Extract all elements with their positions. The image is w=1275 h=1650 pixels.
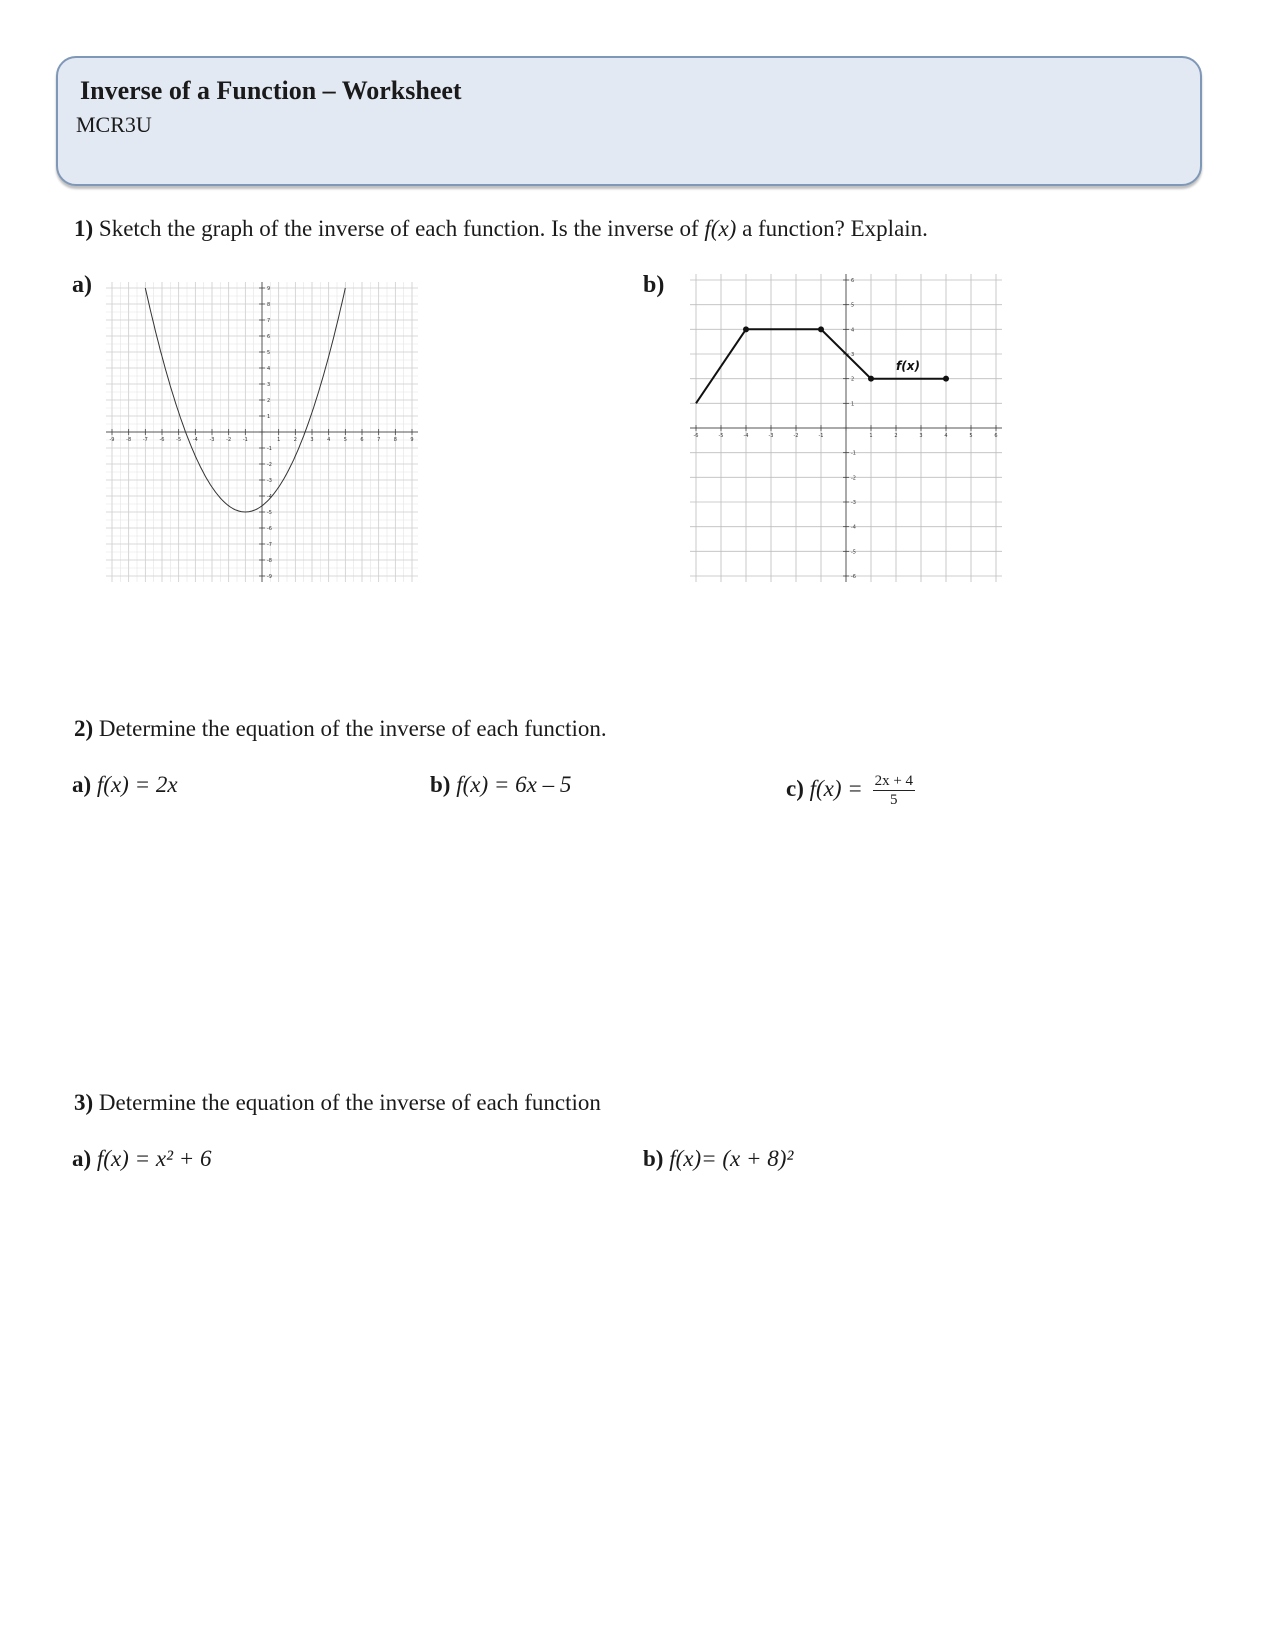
x-tick-label: 8 xyxy=(393,437,397,443)
y-tick-label: -1 xyxy=(851,450,856,457)
y-tick-label: 5 xyxy=(267,350,271,356)
y-tick-label: -5 xyxy=(851,549,856,556)
page-title: Inverse of a Function – Worksheet xyxy=(80,76,462,105)
math-expression: f(x) xyxy=(704,216,737,241)
y-tick-label: 3 xyxy=(851,352,855,358)
x-tick-label: -3 xyxy=(209,437,215,443)
x-tick-label: 6 xyxy=(994,433,998,439)
x-tick-label: 3 xyxy=(310,437,314,443)
q2-part-b xyxy=(430,772,571,798)
y-tick-label: 1 xyxy=(267,414,271,420)
y-tick-label: 2 xyxy=(267,398,271,404)
part-b-label: b) xyxy=(643,272,665,298)
y-tick-label: -8 xyxy=(267,558,272,564)
question-1 xyxy=(74,216,928,242)
x-tick-label: 1 xyxy=(277,437,281,443)
x-tick-label: -5 xyxy=(176,437,182,443)
y-tick-label: -3 xyxy=(267,478,272,484)
q2-part-c xyxy=(786,772,915,809)
y-tick-label: 7 xyxy=(267,318,271,324)
part-label: a) xyxy=(72,772,92,797)
question-text-end: a function? Explain. xyxy=(742,216,928,241)
equation-lhs: f(x) = xyxy=(809,775,863,801)
y-tick-label: -2 xyxy=(267,462,272,468)
x-tick-label: 4 xyxy=(944,433,948,439)
x-tick-label: 1 xyxy=(869,433,873,439)
part-label: c) xyxy=(786,775,804,801)
data-point xyxy=(818,326,824,332)
question-text: Determine the equation of the inverse of each function xyxy=(98,1090,601,1115)
y-tick-label: -6 xyxy=(267,526,272,532)
y-tick-label: -4 xyxy=(851,524,856,531)
x-tick-label: 2 xyxy=(894,433,898,439)
q2-part-a xyxy=(72,772,178,798)
y-tick-label: 6 xyxy=(267,334,271,340)
x-tick-label: -4 xyxy=(192,437,198,443)
numerator: 2x + 4 xyxy=(874,773,914,789)
data-point xyxy=(943,376,949,382)
x-tick-label: 2 xyxy=(293,437,297,443)
y-tick-label: 4 xyxy=(267,366,271,372)
x-tick-label: 9 xyxy=(410,437,414,443)
y-tick-label: 2 xyxy=(851,376,855,383)
part-label: b) xyxy=(430,772,451,797)
question-number: 2) xyxy=(74,716,94,741)
equation: f(x) = 6x – 5 xyxy=(456,772,572,797)
x-tick-label: 7 xyxy=(377,437,381,443)
question-number: 1) xyxy=(74,216,94,241)
fraction xyxy=(873,772,915,809)
x-tick-label: -2 xyxy=(226,437,232,443)
part-a-label: a) xyxy=(72,272,92,298)
x-tick-label: 4 xyxy=(327,437,331,443)
x-tick-label: -7 xyxy=(142,437,148,443)
part-label: a) xyxy=(72,1146,92,1171)
x-tick-label: 6 xyxy=(360,437,364,443)
y-tick-label: -7 xyxy=(267,542,272,548)
x-tick-label: 3 xyxy=(919,433,923,439)
q3-part-a xyxy=(72,1146,211,1172)
function-label: f(x) xyxy=(896,359,920,374)
x-tick-label: -9 xyxy=(109,437,115,443)
y-tick-label: -9 xyxy=(267,574,272,580)
denominator: 5 xyxy=(890,792,898,808)
y-tick-label: 5 xyxy=(851,302,855,309)
x-tick-label: -1 xyxy=(242,437,248,443)
y-tick-label: -3 xyxy=(851,500,856,506)
question-text: Sketch the graph of the inverse of each function. Is the inverse of xyxy=(98,216,699,241)
data-point xyxy=(868,376,874,382)
y-tick-label: 1 xyxy=(851,401,855,408)
x-tick-label: 5 xyxy=(343,437,347,443)
x-tick-label: -6 xyxy=(693,433,699,439)
question-number: 3) xyxy=(74,1090,94,1115)
x-tick-label: -6 xyxy=(159,437,165,443)
x-tick-label: -2 xyxy=(793,433,799,439)
x-tick-label: -5 xyxy=(718,433,724,439)
y-tick-label: 6 xyxy=(851,278,855,284)
y-tick-label: 4 xyxy=(851,327,855,334)
equation: f(x) = x² + 6 xyxy=(96,1146,212,1171)
y-tick-label: -1 xyxy=(267,446,272,452)
equation: f(x) = 2x xyxy=(96,772,178,797)
y-tick-label: 9 xyxy=(267,286,271,292)
question-3 xyxy=(74,1090,601,1116)
x-tick-label: 5 xyxy=(969,433,973,439)
equation: f(x)= (x + 8)² xyxy=(669,1146,794,1171)
x-tick-label: -4 xyxy=(743,433,749,439)
y-tick-label: -5 xyxy=(267,510,272,516)
graph-a xyxy=(104,280,420,584)
data-point xyxy=(743,326,749,332)
x-tick-label: -8 xyxy=(126,437,132,443)
question-text: Determine the equation of the inverse of each function. xyxy=(98,716,607,741)
part-label: b) xyxy=(643,1146,664,1171)
y-tick-label: 8 xyxy=(267,302,271,308)
y-tick-label: 3 xyxy=(267,382,271,388)
graph-b xyxy=(688,272,1004,584)
y-tick-label: -6 xyxy=(851,574,856,580)
course-code: MCR3U xyxy=(76,112,152,137)
x-tick-label: -3 xyxy=(768,433,774,439)
y-tick-label: -4 xyxy=(267,494,272,500)
y-tick-label: -2 xyxy=(851,475,856,482)
x-tick-label: -1 xyxy=(818,433,824,439)
question-2 xyxy=(74,716,607,742)
q3-part-b xyxy=(643,1146,793,1172)
